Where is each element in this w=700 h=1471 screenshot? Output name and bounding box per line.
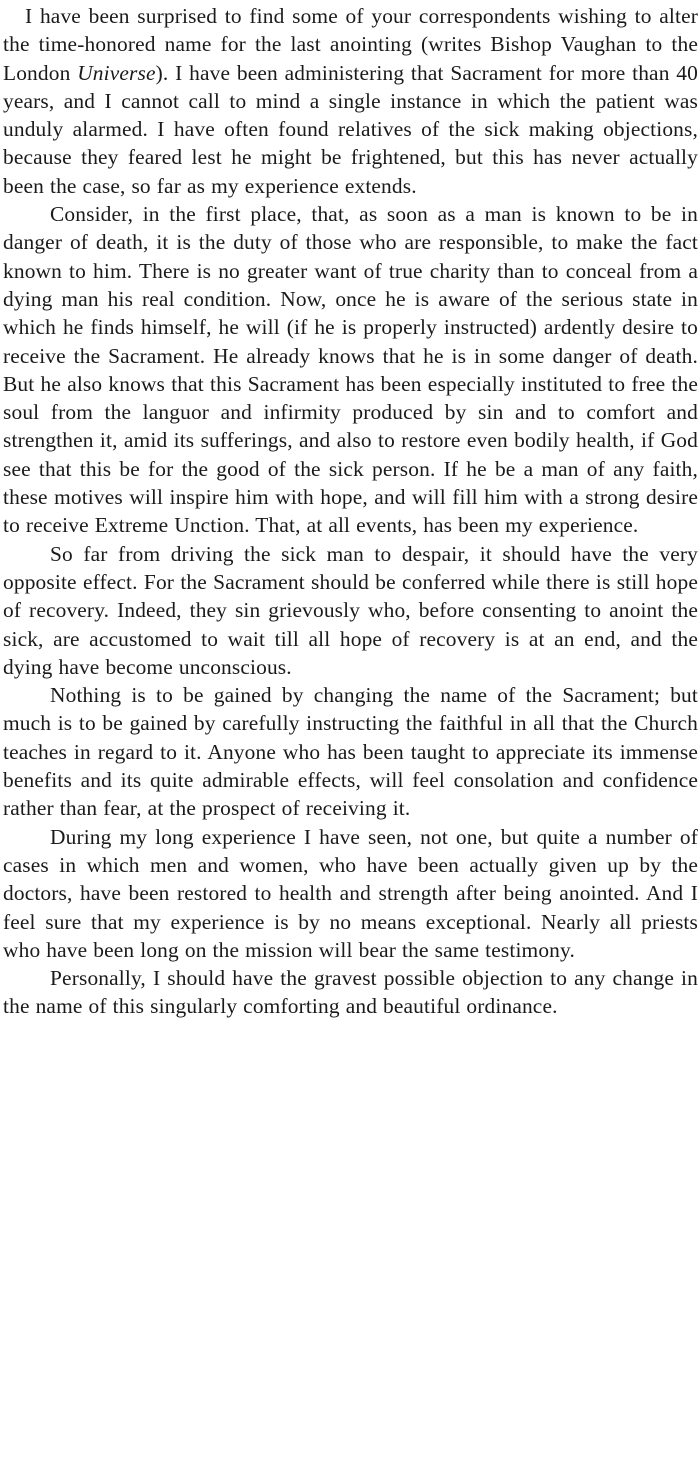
paragraph-1-text-end: ). I have been administering that Sacrament for more than 40 years, and I cannot call to mind a single instance in which the patient was unduly alarmed. I have often found relatives of the sick making objections, because they feared lest he might be frightened, but this has never actually been the case, so far as my experience extends. xyxy=(3,60,698,198)
publication-title-italic: Universe xyxy=(77,60,156,85)
paragraph-4: Nothing is to be gained by changing the name of the Sacrament; but much is to be gained by carefully instructing the faithful in all that the Church teaches in regard to it. Anyone who has been taught to appreciate its immense benefits and its quite admirable effects, will feel consolation and confidence rather than fear, at the prospect of receiving it. xyxy=(3,683,698,821)
paragraph-5: During my long experience I have seen, not one, but quite a number of cases in which men and women, who have been actually given up by the doctors, have been restored to health and strength after being anointed. And I feel sure that my experience is by no means exceptional. Nearly all priests who have been long on the mission will bear the same testimony. xyxy=(3,824,698,962)
paragraph-1-text-start: I have been surprised to find some of your correspondents wishing to alter the time-honored name for the last anointing (writes Bishop Vaughan to the London xyxy=(3,4,698,85)
paragraph-2: Consider, in the first place, that, as soon as a man is known to be in danger of death, it is the duty of those who are responsible, to make the fact known to him. There is no greater want of true charity than to conceal from a dying man his real condition. Now, once he is aware of the serious state in which he finds himself, he will (if he is properly instructed) ardently desire to receive the Sacrament. He already knows that he is in some danger of death. But he also knows that this Sacrament has been especially instituted to free the soul from the languor and infirmity produced by sin and to comfort and strengthen it, amid its sufferings, and also to restore even bodily health, if God see that this be for the good of the sick person. If he be a man of any faith, these motives will inspire him with hope, and will fill him with a strong desire to receive Extreme Unction. That, at all events, has been my experience. xyxy=(3,202,698,538)
paragraph-3: So far from driving the sick man to despair, it should have the very opposite effect. For the Sacrament should be conferred while there is still hope of recovery. Indeed, they sin grievously who, before consenting to anoint the sick, are accustomed to wait till all hope of recovery is at an end, and the dying have become unconscious. xyxy=(3,541,698,679)
paragraph-1 xyxy=(3,2,698,200)
paragraph-6: Personally, I should have the gravest possible objection to any change in the name of this singularly comforting and beautiful ordinance. xyxy=(3,966,698,1019)
